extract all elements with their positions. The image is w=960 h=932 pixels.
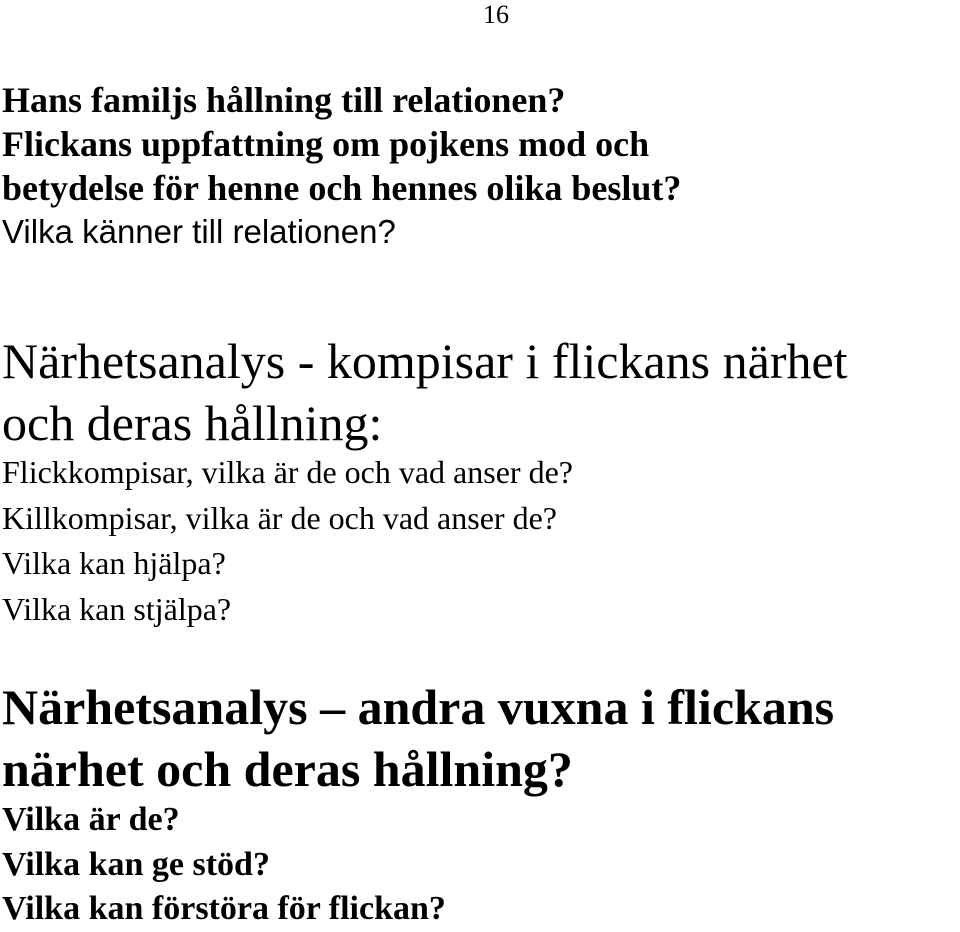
section2-heading-line: närhet och deras hållning? [2, 741, 573, 797]
section2-items [2, 798, 446, 932]
intro-questions [2, 78, 681, 254]
section1-heading-line: Närhetsanalys - kompisar i flickans närhet [2, 333, 848, 389]
list-item: Vilka kan förstöra för flickan? [2, 890, 446, 927]
intro-line: Hans familjs hållning till relationen? [2, 80, 566, 120]
list-item: Vilka kan hjälpa? [2, 545, 226, 581]
list-item: Killkompisar, vilka är de och vad anser de? [2, 499, 557, 536]
section1-items [2, 450, 573, 632]
page-number: 16 [483, 0, 509, 29]
list-item: Vilka är de? [2, 801, 180, 838]
intro-line: betydelse för henne och hennes olika beslut? [2, 168, 682, 208]
list-item: Vilka kan ge stöd? [2, 845, 270, 883]
intro-line: Vilka känner till relationen? [2, 213, 396, 250]
list-item: Vilka kan stjälpa? [2, 590, 232, 627]
section1-heading [2, 330, 848, 454]
list-item: Flickkompisar, vilka är de och vad anser de? [2, 454, 573, 490]
section2-heading-line: Närhetsanalys – andra vuxna i flickans [2, 679, 835, 735]
section1-heading-line: och deras hållning: [2, 395, 383, 451]
intro-line: Flickans uppfattning om pojkens mod och [2, 124, 650, 164]
section2-heading [2, 676, 834, 800]
